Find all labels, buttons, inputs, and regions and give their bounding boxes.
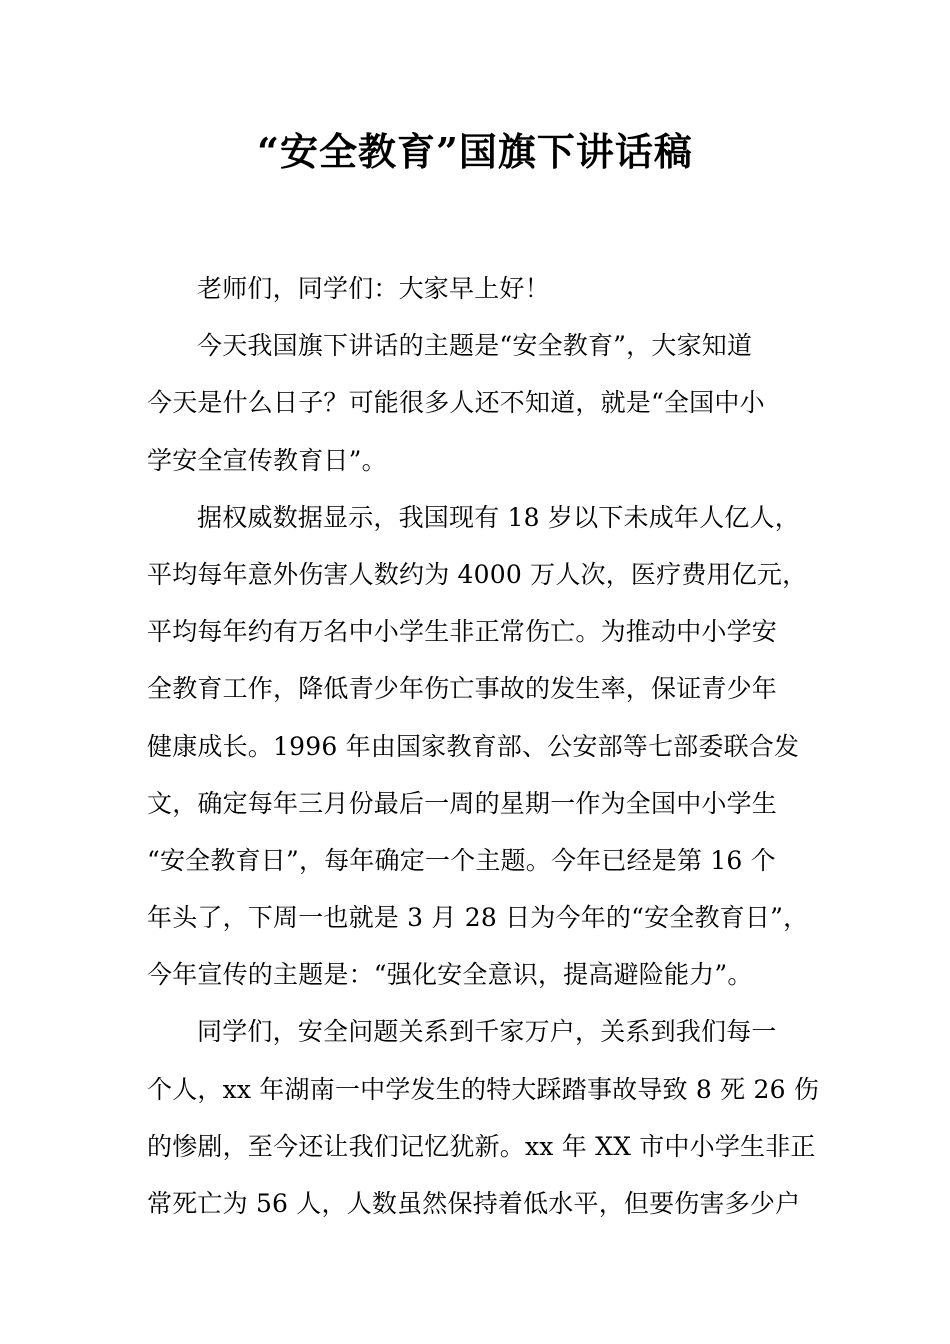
paragraph-line: 全教育工作，降低青少年伤亡事故的发生率，保证青少年 (147, 674, 778, 704)
paragraph-line: 今年宣传的主题是：“强化安全意识，提高避险能力”。 (147, 960, 753, 990)
paragraph-line: 平均每年约有万名中小学生非正常伤亡。为推动中小学安 (147, 617, 778, 647)
paragraph-line: 老师们，同学们：大家早上好！ (197, 274, 550, 303)
paragraph-line: 据权威数据显示，我国现有 18 岁以下未成年人亿人， (197, 502, 800, 532)
paragraph-line: 同学们，安全问题关系到千家万户，关系到我们每一 (197, 1017, 777, 1047)
document-body (147, 260, 827, 1232)
paragraph-line: 今天我国旗下讲话的主题是“安全教育”，大家知道 (197, 331, 753, 361)
paragraph-line: “安全教育日”，每年确定一个主题。今年已经是第 16 个 (147, 845, 776, 875)
paragraph-line: 常死亡为 56 人，人数虽然保持着低水平，但要伤害多少户 (147, 1189, 801, 1218)
paragraph-line: 健康成长。1996 年由国家教育部、公安部等七部委联合发 (147, 731, 800, 761)
paragraph-line: 今天是什么日子？可能很多人还不知道，就是“全国中小 (147, 388, 765, 418)
paragraph-line: 学安全宣传教育日”。 (147, 445, 387, 475)
paragraph-line: 个人，xx 年湖南一中学发生的特大踩踏事故导致 8 死 26 伤 (147, 1074, 820, 1104)
paragraph-line: 年头了，下周一也就是 3 月 28 日为今年的“安全教育日”， (147, 903, 809, 933)
document-title: “安全教育”国旗下讲话稿 (257, 129, 693, 174)
paragraph-line: 文，确定每年三月份最后一周的星期一作为全国中小学生 (147, 788, 778, 818)
paragraph-line: 平均每年意外伤害人数约为 4000 万人次，医疗费用亿元， (147, 559, 808, 589)
paragraph-line: 的惨剧，至今还让我们记忆犹新。xx 年 XX 市中小学生非正 (147, 1131, 816, 1161)
